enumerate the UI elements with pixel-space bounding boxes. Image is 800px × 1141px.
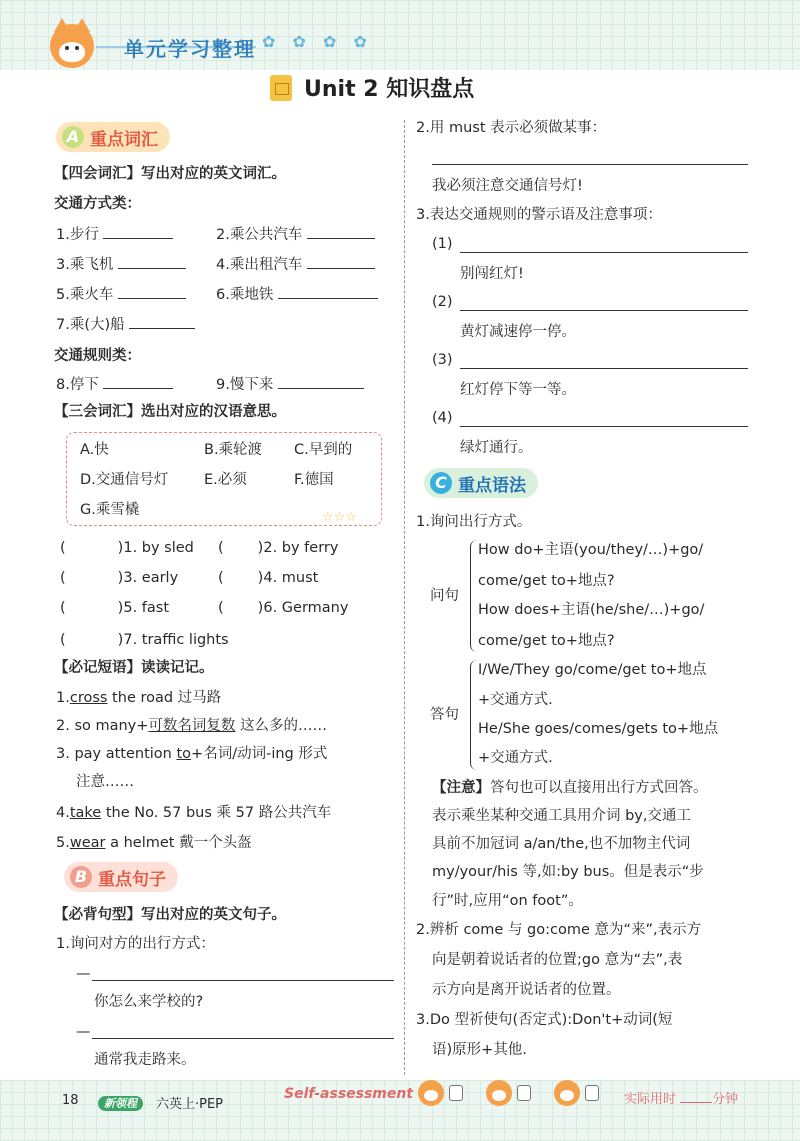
- ask-line: How does+主语(he/she/…)+go/: [478, 602, 705, 618]
- answer-line[interactable]: [92, 1038, 394, 1039]
- minutes-label: 分钟: [712, 1092, 739, 1107]
- page-title-text: Unit 2 知识盘点: [304, 77, 475, 102]
- rating-checkbox[interactable]: [449, 1085, 463, 1101]
- phrase-item: 3. pay attention to+名词/动词-ing 形式: [56, 746, 328, 762]
- option-e: E.必须: [204, 472, 247, 488]
- warning-zh: 别闯红灯!: [460, 266, 524, 282]
- brand-badge: [98, 1092, 143, 1111]
- vocab-item: 2.乘公共汽车: [216, 224, 375, 245]
- note-line: 具前不加冠词 a/an/the,也不加物主代词: [432, 836, 691, 852]
- answer-line[interactable]: [460, 368, 748, 369]
- sentence-zh: 我必须注意交通信号灯!: [432, 178, 583, 194]
- section-a-letter: A: [62, 126, 84, 148]
- phrase-item: 1.cross the road 过马路: [56, 690, 222, 706]
- dash: —: [76, 1024, 91, 1040]
- stars-icon: ☆☆☆: [322, 510, 357, 525]
- section-a-header: [56, 122, 170, 152]
- note-line: 表示乘坐某种交通工具用介词 by,交通工: [432, 808, 692, 824]
- option-b: B.乘轮渡: [204, 442, 263, 458]
- time-blank[interactable]: [680, 1102, 712, 1103]
- dash: —: [76, 966, 91, 982]
- ask-line: come/get to+地点?: [478, 573, 615, 589]
- match-question[interactable]: ( )3. early: [60, 570, 179, 586]
- phrase-item-cont: 注意……: [76, 774, 134, 790]
- page-number: 18: [62, 1093, 79, 1108]
- warning-num: (2): [432, 294, 453, 310]
- match-question[interactable]: ( )1. by sled: [60, 540, 194, 556]
- fox-face-icon: [418, 1080, 444, 1106]
- note-line: 【注意】答句也可以直接用出行方式回答。: [432, 780, 708, 796]
- fox-face-icon: [554, 1080, 580, 1106]
- phrase-item: 4.take the No. 57 bus 乘 57 路公共汽车: [56, 805, 332, 821]
- section-b-header: [64, 862, 178, 892]
- three-skill-instruction: 选出对应的汉语意思。: [141, 404, 286, 420]
- page-title: [270, 72, 474, 103]
- self-assessment-label: Self-assessment: [284, 1086, 414, 1102]
- ask-brace: [470, 540, 477, 652]
- book-icon: [270, 75, 292, 101]
- answer-blank[interactable]: [118, 284, 186, 299]
- option-d: D.交通信号灯: [80, 472, 169, 488]
- warning-num: (4): [432, 410, 453, 426]
- match-question[interactable]: ( )6. Germany: [218, 600, 349, 616]
- answer-line[interactable]: [460, 310, 748, 311]
- answer-blank[interactable]: [129, 314, 195, 329]
- section-c-letter: C: [430, 472, 452, 494]
- vocab-item: 9.慢下来: [216, 374, 364, 395]
- ask-line: come/get to+地点?: [478, 633, 615, 649]
- rating-checkbox[interactable]: [517, 1085, 531, 1101]
- match-question[interactable]: ( )7. traffic lights: [60, 632, 229, 648]
- option-g: G.乘雪橇: [80, 502, 140, 518]
- answer-line[interactable]: [432, 164, 748, 165]
- section-b-title: 重点句子: [98, 869, 166, 890]
- unit-banner: 单元学习整理: [124, 36, 256, 61]
- answer-blank[interactable]: [103, 224, 173, 239]
- note-label: 【注意】: [432, 780, 490, 796]
- phrases-instruction: 读读记记。: [141, 660, 214, 676]
- section-b-letter: B: [70, 866, 92, 888]
- warning-zh: 绿灯通行。: [460, 440, 533, 456]
- ask-label: 问句: [430, 588, 459, 604]
- answer-blank[interactable]: [278, 374, 364, 389]
- warning-num: (3): [432, 352, 453, 368]
- time-label: 实际用时: [624, 1092, 677, 1107]
- section-c-title: 重点语法: [458, 475, 526, 496]
- rating-group: [418, 1080, 463, 1106]
- match-question[interactable]: ( )4. must: [218, 570, 319, 586]
- phrase-item: 5.wear a helmet 戴一个头盔: [56, 835, 252, 851]
- vocab-item: 3.乘飞机: [56, 254, 186, 275]
- vocab-item: 5.乘火车: [56, 284, 186, 305]
- answer-blank[interactable]: [118, 254, 186, 269]
- warning-num: (1): [432, 236, 453, 252]
- sentence-question-3: 3.表达交通规则的警示语及注意事项：: [416, 207, 662, 223]
- vocab-item: 7.乘(大)船: [56, 314, 195, 335]
- answer-line-text: I/We/They go/come/get to+地点: [478, 662, 707, 678]
- sentence-pattern-label: 【必背句型】: [54, 907, 141, 923]
- answer-blank[interactable]: [278, 284, 378, 299]
- answer-label: 答句: [430, 707, 459, 723]
- column-divider: [404, 120, 405, 1075]
- fox-face-icon: [486, 1080, 512, 1106]
- rating-group: [554, 1080, 599, 1106]
- note-line: 行”时,应用“on foot”。: [432, 893, 583, 909]
- grammar-point-2: 示方向是离开说话者的位置。: [432, 982, 621, 998]
- three-skill-label: 【三会词汇】: [54, 404, 141, 420]
- answer-blank[interactable]: [307, 224, 375, 239]
- brand-name: 新领程: [98, 1096, 143, 1111]
- four-skill-label: 【四会词汇】: [54, 166, 141, 182]
- answer-line-text: He/She goes/comes/gets to+地点: [478, 721, 719, 737]
- section-a-title: 重点词汇: [90, 129, 158, 150]
- time-spent: [624, 1088, 738, 1107]
- phrase-item: 2. so many+可数名词复数 这么多的……: [56, 718, 328, 734]
- grammar-point-1: 1.询问出行方式。: [416, 514, 532, 530]
- warning-zh: 红灯停下等一等。: [460, 382, 576, 398]
- four-skill-heading: [54, 164, 286, 184]
- vocab-item: 8.停下: [56, 374, 173, 395]
- answer-brace: [470, 660, 477, 770]
- vocab-item: 4.乘出租汽车: [216, 254, 375, 275]
- four-skill-instruction: 写出对应的英文词汇。: [141, 166, 286, 182]
- grammar-point-3: 语)原形+其他.: [432, 1042, 527, 1058]
- option-f: F.德国: [294, 472, 334, 488]
- sentence-pattern-instruction: 写出对应的英文句子。: [141, 907, 286, 923]
- match-question[interactable]: ( )2. by ferry: [218, 540, 339, 556]
- sentence-question-2: 2.用 must 表示必须做某事：: [416, 120, 607, 136]
- grammar-point-2: 向是朝着说话者的位置;go 意为“去”,表: [432, 952, 683, 968]
- vocab-item: 6.乘地铁: [216, 284, 378, 305]
- note-line: my/your/his 等,如:by bus。但是表示“步: [432, 864, 704, 880]
- rating-checkbox[interactable]: [585, 1085, 599, 1101]
- book-info: 六英上·PEP: [156, 1097, 224, 1112]
- answer-line-text: +交通方式.: [478, 692, 553, 708]
- option-c: C.早到的: [294, 442, 353, 458]
- answer-line[interactable]: [92, 980, 394, 981]
- vocab-item: 1.步行: [56, 224, 173, 245]
- option-a: A.快: [80, 442, 109, 458]
- ask-line: How do+主语(you/they/…)+go/: [478, 542, 704, 558]
- answer-blank[interactable]: [103, 374, 173, 389]
- phrases-label: 【必记短语】: [54, 660, 141, 676]
- answer-line[interactable]: [460, 252, 748, 253]
- warning-zh: 黄灯减速停一停。: [460, 324, 576, 340]
- three-skill-heading: [54, 402, 286, 422]
- sentence-pattern-heading: [54, 905, 286, 925]
- paw-prints-icon: ✿ ✿ ✿ ✿: [262, 32, 373, 51]
- grammar-point-3: 3.Do 型祈使句(否定式):Don't+动词(短: [416, 1012, 673, 1028]
- phrases-heading: [54, 658, 214, 678]
- rating-group: [486, 1080, 531, 1106]
- category-rules: 交通规则类：: [54, 348, 141, 364]
- sentence-zh: 通常我走路来。: [94, 1052, 196, 1068]
- sentence-question-1: 1.询问对方的出行方式：: [56, 936, 215, 952]
- category-transport: 交通方式类：: [54, 196, 141, 212]
- match-question[interactable]: ( )5. fast: [60, 600, 170, 616]
- answer-line[interactable]: [460, 426, 748, 427]
- answer-line-text: +交通方式.: [478, 750, 553, 766]
- sentence-zh: 你怎么来学校的?: [94, 994, 204, 1010]
- section-c-header: [424, 468, 538, 498]
- answer-blank[interactable]: [307, 254, 375, 269]
- fox-mascot-icon: [50, 24, 94, 68]
- grammar-point-2: 2.辨析 come 与 go:come 意为“来”,表示方: [416, 922, 702, 938]
